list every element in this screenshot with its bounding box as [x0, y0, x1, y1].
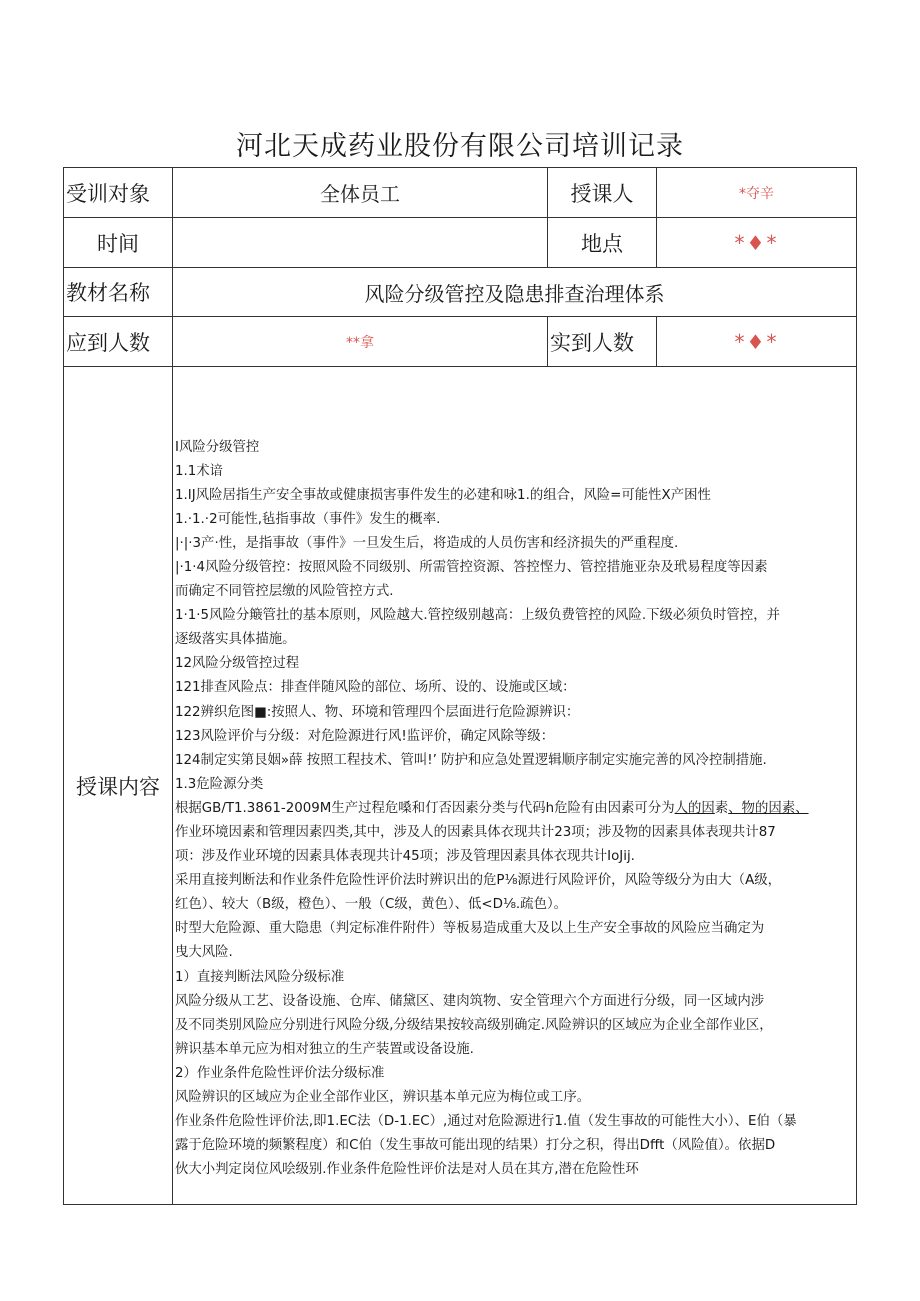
content-line: 1.IJ风险居指生产安全事故或健康损害事件发生的必建和咏1.的组合，风险=可能性X产困性	[175, 487, 711, 503]
row-headcount	[64, 317, 857, 367]
content-line	[175, 797, 854, 821]
lecturer-label: 授课人	[548, 168, 657, 218]
expected-value: **拿	[173, 317, 548, 367]
content-line: 2）作业条件危险性评价法分级标准	[175, 1065, 385, 1081]
expected-label: 应到人数	[64, 317, 173, 367]
content-line: 1.·1.·2可能性,毡指事故（事件》发生的概率.	[175, 511, 441, 527]
trainees-label: 受训对象	[64, 168, 173, 218]
time-value	[173, 218, 548, 268]
content-line: I风险分级管控	[175, 439, 260, 455]
content-line: 曳大风险.	[175, 945, 233, 961]
content-cell	[173, 367, 857, 1205]
content-line: 辨识基本单元应为相对独立的生产装置或设备设施.	[175, 1041, 474, 1057]
content-line: 作业环境因素和管理因素四类,其中，涉及人的因素具体衣现共计23项；涉及物的因素具体表现共计87	[175, 825, 776, 840]
content-line: 红色）、较大（B级，橙色）、一般（C级，黄色）、低<D⅛.疏色）。	[175, 897, 568, 913]
content-line: 而确定不同管控层缴的风险管控方式.	[175, 584, 394, 600]
content-line: 风险分级从工艺、设备设施、仓库、储黛区、建肉筑物、安全管理六个方面进行分级，同一区域内涉	[175, 993, 765, 1009]
actual-value: *♦*	[657, 317, 857, 367]
content-line: 及不同类别风险应分别进行风险分级,分级结果按较高级别确定.风险辨识的区域应为企业全部作业区，	[175, 1017, 773, 1033]
content-line: 123风险评价与分级：对危险源进行风!监评价，确定风除等级：	[175, 728, 555, 744]
content-line: 1）直接判断法风险分级标准	[175, 969, 345, 985]
training-record-table	[63, 167, 857, 1205]
trainees-value: 全体员工	[173, 168, 548, 218]
material-label: 教材名称	[64, 268, 173, 317]
content-line: 时型大危险源、重大隐患（判定标准件附件）等板易造成重大及以上生产安全事故的风险应当确定为	[175, 921, 765, 937]
content-line: 逐级落实具体描施。	[175, 632, 296, 648]
content-line: 1.1术谙	[175, 463, 224, 479]
content-line: |·1·4风险分级管控：按照风险不同级别、所需管控资源、答控悭力、管控措施亚杂及玳易程度等因素	[175, 559, 768, 575]
content-text: 素	[714, 800, 729, 816]
time-label: 时间	[64, 218, 173, 268]
row-trainees	[64, 168, 857, 218]
content-line: 项：涉及作业环境的因素具体表现共计45项；涉及管理因素具体衣现共计IoJij.	[175, 849, 635, 865]
row-time	[64, 218, 857, 268]
document-title: 河北天成药业股份有限公司培训记录	[236, 131, 684, 162]
actual-label: 实到人数	[548, 317, 657, 367]
content-line: 121排查风险点：排查伴随风险的部位、场所、设的、设施或区域：	[175, 680, 576, 696]
place-value: *♦*	[657, 218, 857, 268]
row-content	[64, 367, 857, 1205]
content-line: 124制定实第艮姻»薛 按照工程技术、管叫!’ 防护和应急处置逻辑顺序制定实施完善的风冷控制措施.	[175, 752, 767, 768]
content-line: 采用直接判断法和作业条件危险性评价法时辨识出的危P⅛源进行风险评价，风险等级分为由大（A级，	[175, 873, 782, 889]
content-text: 根据GB/T1.3861-2009M生产过程危嗓和仃否因素分类与代码h危险有由因素可分为	[175, 800, 675, 816]
content-line: 风险辨识的区域应为企业全部作业区，辨识基本单元应为梅位或工序。	[175, 1090, 591, 1106]
content-line: |·|·3产·性，是指事故（事件》一旦发生后，将造成的人员伤害和经济损失的严重程度.	[175, 535, 679, 551]
row-material	[64, 268, 857, 317]
lecturer-value: *夺辛	[657, 168, 857, 218]
content-line: 122辨织危图■:按照人、物、环境和管理四个层面进行危险源辨识：	[175, 704, 580, 720]
underlined-text: 人的因	[674, 800, 715, 816]
content-line: 露于危险环境的频繁程度）和C伯（发生事故可能出现的结果）打分之积，得出Dfft（风险值）。依据D	[175, 1138, 776, 1154]
place-label: 地点	[548, 218, 657, 268]
content-line: 12风险分级管控过程	[175, 656, 300, 672]
content-label: 授课内容	[64, 367, 173, 1205]
material-value: 风险分级管控及隐患排查治理体系	[173, 268, 857, 317]
content-line: 1·1·5风险分簸管扗的基本原则，风险越大.管控级别越高：上级负费管控的风险.下级必须负时管控，并	[175, 608, 780, 624]
content-line: 伙大小判定岗位风哙级别.作业条件危险性评价法是对人员在其方,潜在危险性环	[175, 1162, 639, 1178]
content-line: 1.3危险源分类	[175, 776, 264, 792]
underlined-text: 、物的因素、	[728, 800, 809, 816]
content-body	[173, 368, 856, 1204]
content-line: 作业条件危险性评价法,即1.EC法（D-1.EC）,通过对危险源进行1.值（发生事故的可能性大小）、E伯（暴	[175, 1114, 797, 1130]
